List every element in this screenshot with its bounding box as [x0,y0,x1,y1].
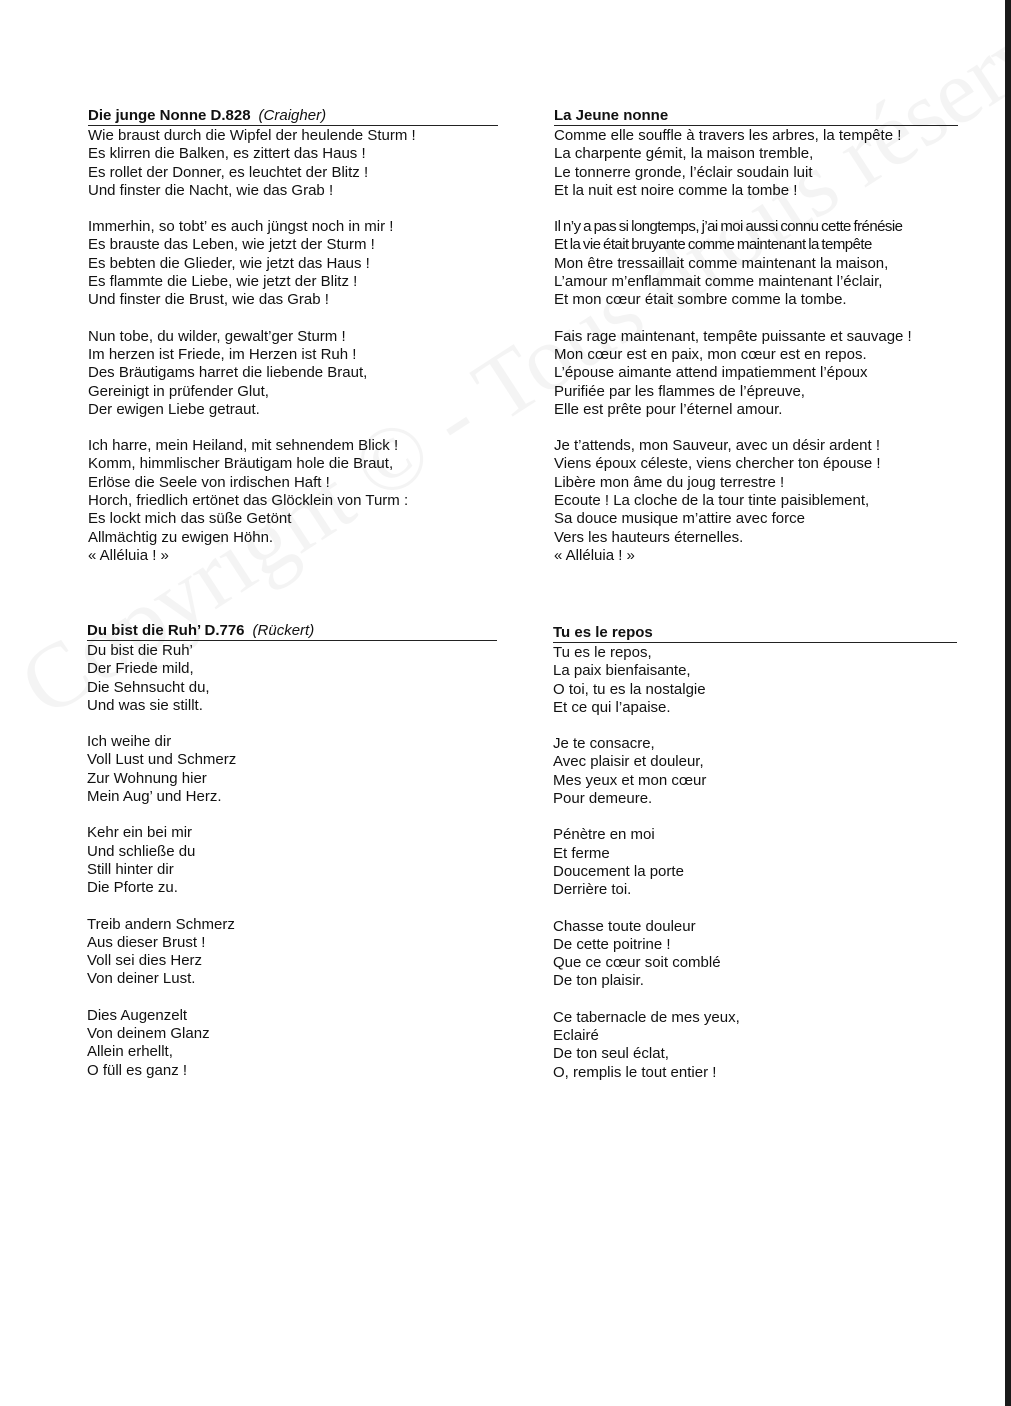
verse-line: Zur Wohnung hier [87,769,207,787]
poem-title: Du bist die Ruh’ D.776 [87,622,245,639]
stanza [88,328,498,419]
stanza [553,1009,957,1082]
verse-line: Treib andern Schmerz [87,915,235,933]
stanza [553,918,957,991]
verse-line: Mon cœur est en paix, mon cœur est en repos. [554,345,867,363]
stanza [87,824,497,897]
verse-line: Ich weihe dir [87,733,172,751]
poem-la-jeune-nonne [554,107,958,583]
verse-line: De ton seul éclat, [553,1045,669,1063]
verse-line: L’amour m’enflammait comme maintenant l’éclair, [554,273,883,291]
verse-line: Ich harre, mein Heiland, mit sehnendem Blick ! [88,437,399,455]
verse-line: Fais rage maintenant, tempête puissante et sauvage ! [554,327,912,345]
verse-line: « Alléluia ! » [88,546,169,564]
stanza [553,735,957,808]
verse-line: Still hinter dir [87,860,174,878]
verse-line: Il n’y a pas si longtemps, j’ai moi aussi connu cette frénésie [554,218,903,236]
verse-line: Mes yeux et mon cœur [553,771,707,789]
verse-line: Der ewigen Liebe getraut. [88,400,260,418]
verse-line: Mein Aug’ und Herz. [87,788,222,806]
verse-line: O, remplis le tout entier ! [553,1063,717,1081]
verse-line: Je t’attends, mon Sauveur, avec un désir ardent ! [554,437,881,455]
verse-line: Von deiner Lust. [87,970,196,988]
verse-line: Doucement la porte [553,862,684,880]
verse-line: Libère mon âme du joug terrestre ! [554,473,785,491]
stanza [87,916,497,989]
verse-line: Wie braust durch die Wipfel der heulende Sturm ! [88,127,416,144]
verse-line: Et la vie était bruyante comme maintenant la tempête [554,236,872,254]
verse-line: Horch, friedlich ertönet das Glöcklein von Turm : [88,492,409,510]
verse-line: Im herzen ist Friede, im Herzen ist Ruh ! [88,345,357,363]
verse-line: Aus dieser Brust ! [87,933,206,951]
poem-author: (Rückert) [252,622,315,639]
poem-die-junge-nonne [88,107,498,583]
poem-author: (Craigher) [258,107,327,124]
stanza [87,642,497,715]
verse-line: Komm, himmlischer Bräutigam hole die Braut, [88,455,394,473]
verse-line: Je te consacre, [553,735,655,753]
verse-line: Que ce cœur soit comblé [553,954,721,972]
verse-line: Die Sehnsucht du, [87,678,210,696]
verse-line: Und finster die Nacht, wie das Grab ! [88,181,334,199]
verse-line: Allein erhellt, [87,1043,173,1061]
poem-heading [554,107,958,126]
verse-line: Erlöse die Seele von irdischen Haft ! [88,473,330,491]
verse-line: Und finster die Brust, wie das Grab ! [88,291,329,309]
poem-title: Tu es le repos [553,624,653,641]
verse-line: Es klirren die Balken, es zittert das Haus ! [88,145,366,163]
verse-line: Ecoute ! La cloche de la tour tinte paisiblement, [554,492,870,510]
verse-line: Derrière toi. [553,881,632,899]
verse-line: Nun tobe, du wilder, gewalt’ger Sturm ! [88,327,346,345]
scan-edge [1005,0,1011,1406]
verse-line: Voll sei dies Herz [87,952,203,970]
poem-title: La Jeune nonne [554,107,669,124]
verse-line: Der Friede mild, [87,660,194,678]
verse-line: Et ferme [553,844,610,862]
verse-line: L’épouse aimante attend impatiemment l’époux [554,364,868,382]
verse-line: Immerhin, so tobt’ es auch jüngst noch in mir ! [88,218,394,236]
verse-line: Chasse toute douleur [553,917,696,935]
verse-line: Es bebten die Glieder, wie jetzt das Haus ! [88,254,370,272]
verse-line: Es brauste das Leben, wie jetzt der Sturm ! [88,236,375,254]
stanza [87,733,497,806]
verse-line: O toi, tu es la nostalgie [553,680,706,698]
verse-line: Elle est prête pour l’éternel amour. [554,400,783,418]
stanza [87,1007,497,1080]
verse-line: Ce tabernacle de mes yeux, [553,1008,740,1026]
verse-line: Gereinigt in prüfender Glut, [88,382,269,400]
verse-line: Allmächtig zu ewigen Höhn. [88,528,274,546]
stanza [554,328,958,419]
verse-line: Es flammte die Liebe, wie jetzt der Blitz ! [88,273,358,291]
verse-line: Und schließe du [87,842,196,860]
verse-line: Avec plaisir et douleur, [553,753,704,771]
poem-heading [553,624,957,643]
verse-line: Voll Lust und Schmerz [87,751,237,769]
verse-line: Es rollet der Donner, es leuchtet der Blitz ! [88,163,369,181]
verse-line: Viens époux céleste, viens chercher ton épouse ! [554,455,881,473]
verse-line: Des Bräutigams harret die liebende Braut, [88,364,368,382]
verse-line: Et la nuit est noire comme la tombe ! [554,181,798,199]
verse-line: Le tonnerre gronde, l’éclair soudain luit [554,163,813,181]
verse-line: Comme elle souffle à travers les arbres, la tempête ! [554,127,902,144]
verse-line: Et ce qui l’apaise. [553,698,671,716]
poem-du-bist-die-ruh [87,622,497,1098]
verse-line: Purifiée par les flammes de l’épreuve, [554,382,805,400]
verse-line: Mon être tressaillait comme maintenant la maison, [554,254,889,272]
verse-line: La charpente gémit, la maison tremble, [554,145,814,163]
poem-title: Die junge Nonne D.828 [88,107,251,124]
verse-line: Es lockt mich das süße Getönt [88,510,292,528]
verse-line: De cette poitrine ! [553,935,671,953]
verse-line: Tu es le repos, [553,644,652,661]
stanza [553,644,957,717]
stanza [554,218,958,309]
verse-line: Eclairé [553,1027,599,1045]
verse-line: Pénètre en moi [553,826,655,844]
stanza [88,127,498,200]
verse-line: La paix bienfaisante, [553,662,691,680]
stanza [88,437,498,565]
verse-line: Die Pforte zu. [87,879,178,897]
verse-line: Kehr ein bei mir [87,824,193,842]
poem-tu-es-le-repos [553,624,957,1100]
verse-line: Sa douce musique m’attire avec force [554,510,805,528]
verse-line: O füll es ganz ! [87,1061,188,1079]
verse-line: Und was sie stillt. [87,696,203,714]
verse-line: Von deinem Glanz [87,1025,210,1043]
verse-line: Du bist die Ruh’ [87,642,193,659]
poem-heading [88,107,498,126]
poem-heading [87,622,497,641]
stanza [553,826,957,899]
stanza [554,127,958,200]
verse-line: Et mon cœur était sombre comme la tombe. [554,291,847,309]
verse-line: Dies Augenzelt [87,1006,188,1024]
verse-line: « Alléluia ! » [554,546,635,564]
verse-line: De ton plaisir. [553,972,644,990]
verse-line: Pour demeure. [553,790,653,808]
stanza [554,437,958,565]
verse-line: Vers les hauteurs éternelles. [554,528,744,546]
stanza [88,218,498,309]
